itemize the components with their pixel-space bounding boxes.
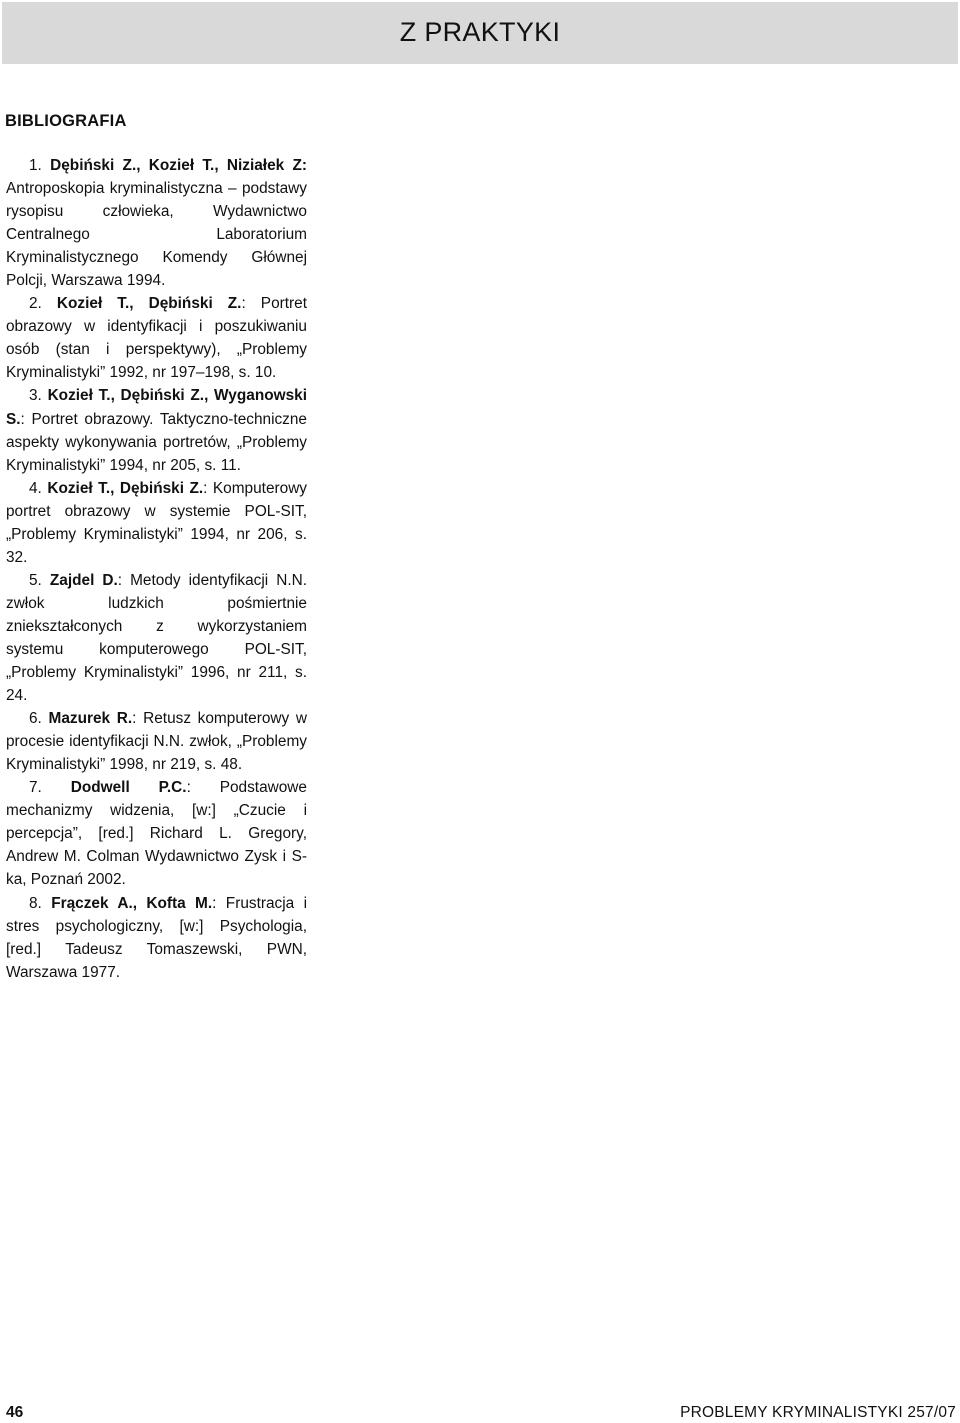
entry-text: : Komputerowy portret obrazowy w systemie POL-SIT, „Problemy Kryminalistyki” 1994, nr 206, s. 32.: [6, 479, 307, 566]
entry-text: : Podstawowe mechanizmy widzenia, [w:] „Czucie i percepcja”, [red.] Richard L. Gregory, Andrew M. Colman Wydawnictwo Zysk i S-ka, Poznań 2002.: [6, 779, 307, 889]
entry-number: 2.: [29, 295, 42, 313]
entry-text: : Portret obrazowy w identyfikacji i poszukiwaniu osób (stan i perspektywy), „Problemy Kryminalistyki” 1992, nr 197–198, s. 10.: [6, 295, 307, 382]
journal-title: PROBLEMY KRYMINALISTYKI 257/07: [680, 1404, 956, 1421]
entry-authors: Kozieł T., Dębiński Z.: [56, 295, 242, 313]
entry-number: 1.: [29, 157, 42, 174]
entry-authors: Dodwell P.C.: [70, 779, 187, 797]
bibliography-entry: [6, 892, 307, 984]
entry-text: : Frustracja i stres psychologiczny, [w:] Psychologia, [red.] Tadeusz Tomaszewski, PWN, Warszawa 1977.: [6, 894, 307, 981]
bibliography-heading: BIBLIOGRAFIA: [5, 112, 127, 130]
bibliography-entry: [6, 477, 307, 569]
bibliography-entry: [6, 384, 307, 476]
entry-authors: Kozieł T., Dębiński Z., Wyganowski S.: [6, 387, 307, 428]
bibliography-entry: [6, 776, 307, 891]
bibliography-entry: [6, 569, 307, 707]
entry-number: 4.: [29, 479, 42, 497]
entry-number: 7.: [29, 779, 42, 797]
bibliography-entry: [6, 154, 307, 292]
entry-text: Antroposkopia kryminalistyczna – podstawy rysopisu człowieka, Wydawnictwo Centralnego Laboratorium Kryminalistycznego Komendy Głównej Polcji, Warszawa 1994.: [6, 180, 307, 290]
entry-number: 8.: [29, 894, 42, 912]
bibliography-entry: [6, 292, 307, 384]
entry-number: 6.: [29, 710, 42, 728]
bibliography-entry: [6, 707, 307, 776]
entry-authors: Kozieł T., Dębiński Z.: [47, 479, 204, 497]
bibliography-list: [6, 154, 307, 984]
page-number: 46: [6, 1404, 24, 1421]
entry-authors: Frączek A., Kofta M.: [51, 894, 213, 912]
entry-authors: Zajdel D.: [49, 571, 118, 589]
entry-authors: Dębiński Z., Kozieł T., Niziałek Z:: [50, 157, 307, 174]
entry-text: : Metody identyfikacji N.N. zwłok ludzkich pośmiertnie zniekształconych z wykorzystaniem systemu komputerowego POL-SIT, „Problemy Kryminalistyki” 1996, nr 211, s. 24.: [6, 571, 307, 705]
section-title: Z PRAKTYKI: [399, 17, 561, 47]
entry-text: : Portret obrazowy. Taktyczno-techniczne aspekty wykonywania portretów, „Problemy Kryminalistyki” 1994, nr 205, s. 11.: [6, 410, 307, 474]
entry-text: : Retusz komputerowy w procesie identyfikacji N.N. zwłok, „Problemy Kryminalistyki” 1998, nr 219, s. 48.: [6, 710, 307, 774]
entry-number: 5.: [29, 571, 42, 589]
section-header-bar: [2, 2, 958, 64]
entry-number: 3.: [29, 387, 42, 405]
entry-authors: Mazurek R.: [48, 710, 133, 728]
